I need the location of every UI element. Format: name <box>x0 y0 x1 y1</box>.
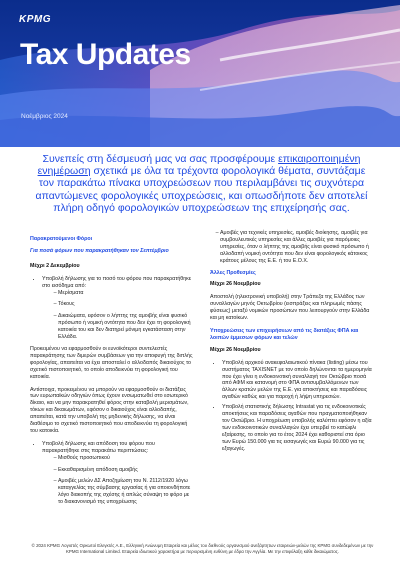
section-heading-withholding: Παρακρατούμενοι Φόροι <box>30 236 93 242</box>
sub-list <box>42 455 193 506</box>
intro-paragraph <box>30 153 373 214</box>
kpmg-logo: KPMG <box>19 14 51 25</box>
left-column <box>30 236 193 511</box>
sub-list <box>210 230 373 265</box>
list-item <box>42 276 193 341</box>
issue-date: Νοέμβριος 2024 <box>21 113 68 120</box>
paragraph: Προκειμένου να εφαρμοσθούν οι ευνοϊκότεροι συντελεστές παρακράτησης των διμερών συμβάσεων για την αποφυγή της διπλής φορολογίας, απαιτείται να έχει αποσταλεί ο αλλοδαπός δικαιούχος το σχετικό πιστοποιητικό, το οποίο αποδεικνύει τη φορολογική του κατοικία. <box>30 345 193 380</box>
paragraph: Αντίστοιχα, προκειμένου να μπορούν να εφαρμοσθούν οι διατάξεις των ευρωπαϊκών οδηγιών όπως έχουν ενσωματωθεί στο εσωτερικό δίκαιο, και να μην παρακρατηθεί φόρος στην καταβολή μερισμάτων, τόκων και δικαιωμάτων, εφόσον ο δικαιούχος είναι αλλοδαπής, απαιτείται, κατά την υποβολή της μηδενικής δήλωσης, να είναι διαθέσιμο το σχετικό πιστοποιητικό που αποδεικνύει τη φορολογική του κατοικία. <box>30 386 189 434</box>
sub-list-item: – Δικαιώματα, εφόσον ο λήπτης της αμοιβής είναι φυσικό πρόσωπο ή νομική οντότητα που δεν έχει τη φορολογική κατοικία του και δεν διατηρεί μόνιμη εγκατάσταση στην Ελλάδα. <box>58 313 193 341</box>
copyright-footer: © 2024 KPMG Λογιστές Ορκωτοί Ελεγκτές Α.Ε., Ελληνική Ανώνυμη Εταιρεία και μέλος του διεθνούς οργανισμού ανεξάρτητων εταιρειών-μελών της KPMG συνδεδεμένων με την KPMG International Limited. Εταιρεία ιδιωτικού χαρακτήρα με περιορισμένη ευθύνη με έδρα την Αγγλία. Με την επιφύλαξη κάθε δικαιώματος. <box>31 543 374 554</box>
sub-list-item: – Αμοιβές μελών ΔΣ Αποζημίωση του Ν. 2112/1920 λόγω καταγγελίας της σύμβασης εργασίας ή για οποιονδήποτε λόγο διακοπής της σχέσης ή απλώς σύναψη το φόρο με το διακανονισμό της υποχρέωσης <box>58 478 193 506</box>
intro-text-end: σχετικά με όλα τα τρέχοντα φορολογικά θέματα, συντάξαμε τον παρακάτω πίνακα υποχρεώσεων που περιλαμβάνει τις συχνότερα απαντώμενες φορολογικές υποχρεώσεις, και οπωσδήποτε δεν αποτελεί πλήρη οδηγό φορολογικών υποχρεώσεων της επιχείρησής σας. <box>35 165 368 214</box>
intro-link[interactable]: επικαιροποιημένη ενημέρωση <box>37 153 361 178</box>
list-item-text: Υποβολή δήλωσης και απόδοση του φόρου που παρακρατήθηκε στις παρακάτω περιπτώσεις: <box>42 440 155 454</box>
deadline-date: Μέχρι 26 Νοεμβρίου <box>210 281 261 288</box>
bullet-list <box>30 276 193 341</box>
paragraph: Αποστολή (ηλεκτρονική υποβολή) στην Τράπεζα της Ελλάδος των συναλλαγών μηνός Οκτωβρίου (εισπράξεις και πληρωμές πάσης φύσεως) μεταξύ νομικών προσώπων που λειτουργούν στην Ελλάδα και μη κατοίκων. <box>210 294 370 322</box>
deadline-date: Μέχρι 2 Δεκεμβρίου <box>30 262 80 269</box>
intro-text-start: Συνεπείς στη δέσμευσή μας να σας προσφέρουμε <box>42 153 279 165</box>
bullet-list <box>30 441 193 506</box>
list-item <box>42 441 193 506</box>
wave-illustration <box>0 0 400 147</box>
section-subheading: Για ποσά φόρων που παρακρατήθηκαν τον Σεπτέμβριο <box>30 247 169 254</box>
sub-list-item: – Μερίσματα <box>58 290 193 297</box>
list-item: • Υποβολή αρχικού ανακεφαλαιωτικού πίνακα (listing) μέσω του συστήματος TAXISNET με τον οποίο δηλώνονται τα ημερομηνία που έχει γίνει η ενδοκοινοτική συναλλαγή τον Οκτώβριο ποσά από ΑΦΜ και κατανομή στο ΦΠΑ αντισυμβαλλόμενων των άλλων κρατών μελών της Ε.Ε. για αποκτήσεις και παραδόσεις αγαθών καθώς και για παροχή ή λήψη υπηρεσιών. <box>222 360 373 401</box>
header-banner <box>0 0 400 147</box>
page-title: Tax Updates <box>20 38 191 71</box>
sub-list-item: – Εκκαθαρισμένη απόδοση αμοιβής <box>58 467 193 474</box>
bullet-list <box>210 360 373 453</box>
deadline-date: Μέχρι 26 Νοεμβρίου <box>210 346 261 353</box>
sub-list <box>42 290 193 341</box>
sub-list-item: – Αμοιβές για τεχνικές υπηρεσίες, αμοιβές διοίκησης, αμοιβές για συμβουλευτικές υπηρεσίες και άλλες αμοιβές για παρόμοιες υπηρεσίες, όταν ο λήπτης της αμοιβής είναι φυσικό πρόσωπο ή αλλοδαπή νομική οντότητα που δεν είναι φορολογικός κάτοικος κράτους μέλους της Ε.Ε. ή του Ε.Ο.Χ. <box>220 230 373 265</box>
sub-list-item: – Μισθούς προσωπικού <box>58 455 193 462</box>
right-column <box>210 230 373 457</box>
list-item-text: Υποβολή δήλωσης για το ποσό του φόρου που παρακρατήθηκε στο εισόδημα από: <box>42 275 192 289</box>
list-item: • Υποβολή στατιστικής δήλωσης Intrastat για τις ενδοκοινοτικές αποκτήσεις και παραδόσεις αγαθών που πραγματοποιήθηκαν τον Οκτώβριο. Η υποχρέωση υποβολής καλύπτει εφόσον η αξία των ενδοκοινοτικών συναλλαγών έχει υπερβεί το κατώφλι εξαίρεσης, το οποίο για το έτος 2024 έχει καθοριστεί στα όριο των Ευρώ 150.000 για τις εισαγωγές και Ευρώ 90.000 για τις εξαγωγές. <box>222 404 373 452</box>
sub-list-item: – Τόκους <box>58 301 193 308</box>
section-heading-other-deadlines: Άλλες Προθεσμίες <box>210 269 256 276</box>
section-heading-vat: Υποχρεώσεις των επιχειρήσεων από τις διατάξεις ΦΠΑ και λοιπών έμμεσων φόρων και τελών <box>210 327 359 341</box>
